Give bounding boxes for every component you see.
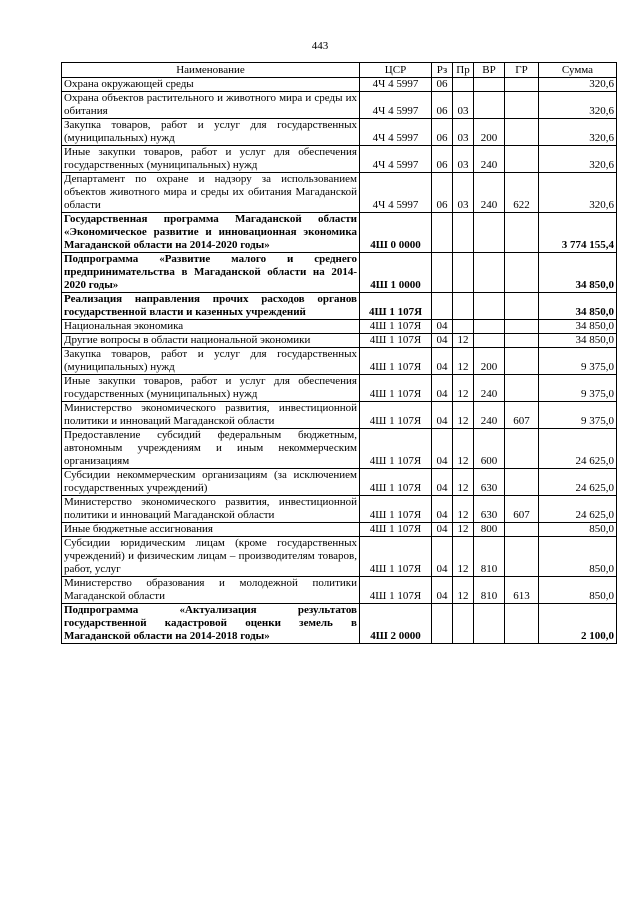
cell-csr: 4Ш 1 107Я	[360, 469, 432, 496]
cell-name: Подпрограмма «Актуализация результатов государственной кадастровой оценки земель в Магаданской области на 2014-2018 годы»	[62, 604, 360, 644]
table-header-row	[62, 63, 617, 78]
cell-rz	[432, 213, 453, 253]
cell-gr	[505, 213, 539, 253]
header-vr: ВР	[474, 63, 505, 78]
cell-csr: 4Ш 1 107Я	[360, 523, 432, 537]
cell-csr: 4Ш 1 107Я	[360, 496, 432, 523]
cell-pr: 12	[453, 469, 474, 496]
table-row	[62, 537, 617, 577]
table-row	[62, 253, 617, 293]
cell-name: Министерство образования и молодежной политики Магаданской области	[62, 577, 360, 604]
cell-name: Субсидии юридическим лицам (кроме государственных учреждений) и физическим лицам – производителям товаров, работ, услуг	[62, 537, 360, 577]
cell-pr	[453, 604, 474, 644]
cell-pr: 03	[453, 173, 474, 213]
cell-csr: 4Ч 4 5997	[360, 78, 432, 92]
cell-csr: 4Ш 0 0000	[360, 213, 432, 253]
header-csr: ЦСР	[360, 63, 432, 78]
table-row	[62, 173, 617, 213]
cell-name: Предоставление субсидий федеральным бюджетным, автономным учреждениям и иным некоммерческим организациям	[62, 429, 360, 469]
cell-gr	[505, 293, 539, 320]
cell-csr: 4Ш 1 107Я	[360, 334, 432, 348]
cell-rz	[432, 293, 453, 320]
cell-rz: 06	[432, 78, 453, 92]
cell-rz: 04	[432, 496, 453, 523]
cell-vr: 240	[474, 402, 505, 429]
table-row	[62, 577, 617, 604]
cell-csr: 4Ш 1 107Я	[360, 348, 432, 375]
cell-gr	[505, 119, 539, 146]
cell-rz: 04	[432, 577, 453, 604]
cell-csr: 4Ш 1 0000	[360, 253, 432, 293]
table-row	[62, 293, 617, 320]
cell-name: Реализация направления прочих расходов органов государственной власти и казенных учреждений	[62, 293, 360, 320]
cell-rz: 04	[432, 348, 453, 375]
table-row	[62, 348, 617, 375]
cell-vr: 810	[474, 537, 505, 577]
cell-sum: 34 850,0	[539, 320, 617, 334]
cell-csr: 4Ч 4 5997	[360, 146, 432, 173]
table-row	[62, 320, 617, 334]
table-row	[62, 119, 617, 146]
cell-name: Закупка товаров, работ и услуг для государственных (муниципальных) нужд	[62, 119, 360, 146]
cell-csr: 4Ш 1 107Я	[360, 375, 432, 402]
cell-vr: 240	[474, 375, 505, 402]
cell-sum: 850,0	[539, 577, 617, 604]
cell-pr: 12	[453, 348, 474, 375]
cell-vr: 810	[474, 577, 505, 604]
cell-vr	[474, 334, 505, 348]
table-row	[62, 429, 617, 469]
cell-pr	[453, 253, 474, 293]
cell-pr: 03	[453, 146, 474, 173]
cell-csr: 4Ш 1 107Я	[360, 577, 432, 604]
cell-sum: 34 850,0	[539, 253, 617, 293]
cell-vr	[474, 92, 505, 119]
table-body	[62, 78, 617, 644]
cell-sum: 34 850,0	[539, 334, 617, 348]
cell-name: Закупка товаров, работ и услуг для государственных (муниципальных) нужд	[62, 348, 360, 375]
cell-gr: 622	[505, 173, 539, 213]
cell-sum: 9 375,0	[539, 348, 617, 375]
table-row	[62, 334, 617, 348]
cell-name: Субсидии некоммерческим организациям (за исключением государственных учреждений)	[62, 469, 360, 496]
cell-rz	[432, 604, 453, 644]
cell-pr: 12	[453, 496, 474, 523]
cell-gr: 613	[505, 577, 539, 604]
cell-csr: 4Ш 1 107Я	[360, 320, 432, 334]
cell-name: Министерство экономического развития, инвестиционной политики и инноваций Магаданской области	[62, 402, 360, 429]
cell-rz: 04	[432, 537, 453, 577]
cell-vr	[474, 604, 505, 644]
cell-sum: 34 850,0	[539, 293, 617, 320]
cell-name: Департамент по охране и надзору за использованием объектов животного мира и среды их обитания Магаданской области	[62, 173, 360, 213]
cell-rz: 06	[432, 146, 453, 173]
cell-pr: 12	[453, 429, 474, 469]
cell-name: Иные бюджетные ассигнования	[62, 523, 360, 537]
cell-sum: 320,6	[539, 92, 617, 119]
cell-vr: 200	[474, 119, 505, 146]
cell-gr: 607	[505, 496, 539, 523]
header-gr: ГР	[505, 63, 539, 78]
cell-pr: 12	[453, 334, 474, 348]
cell-name: Охрана объектов растительного и животного мира и среды их обитания	[62, 92, 360, 119]
cell-sum: 320,6	[539, 173, 617, 213]
cell-gr	[505, 146, 539, 173]
cell-pr: 12	[453, 523, 474, 537]
cell-pr: 12	[453, 537, 474, 577]
cell-sum: 2 100,0	[539, 604, 617, 644]
cell-name: Другие вопросы в области национальной экономики	[62, 334, 360, 348]
cell-vr: 240	[474, 146, 505, 173]
table-row	[62, 146, 617, 173]
header-pr: Пр	[453, 63, 474, 78]
cell-rz	[432, 253, 453, 293]
cell-rz: 04	[432, 320, 453, 334]
cell-rz: 06	[432, 92, 453, 119]
cell-gr	[505, 375, 539, 402]
cell-vr: 240	[474, 173, 505, 213]
cell-sum: 3 774 155,4	[539, 213, 617, 253]
cell-pr: 12	[453, 375, 474, 402]
cell-vr	[474, 213, 505, 253]
cell-gr	[505, 429, 539, 469]
cell-gr	[505, 334, 539, 348]
cell-rz: 04	[432, 469, 453, 496]
cell-csr: 4Ч 4 5997	[360, 119, 432, 146]
cell-gr	[505, 92, 539, 119]
cell-pr: 12	[453, 402, 474, 429]
cell-vr: 200	[474, 348, 505, 375]
cell-sum: 320,6	[539, 119, 617, 146]
table-row	[62, 604, 617, 644]
cell-gr	[505, 469, 539, 496]
cell-gr	[505, 253, 539, 293]
cell-sum: 24 625,0	[539, 496, 617, 523]
cell-gr	[505, 78, 539, 92]
cell-csr: 4Ш 1 107Я	[360, 429, 432, 469]
header-name: Наименование	[62, 63, 360, 78]
table-row	[62, 78, 617, 92]
cell-gr	[505, 537, 539, 577]
cell-name: Иные закупки товаров, работ и услуг для обеспечения государственных (муниципальных) нужд	[62, 375, 360, 402]
cell-vr: 800	[474, 523, 505, 537]
cell-gr	[505, 523, 539, 537]
cell-name: Иные закупки товаров, работ и услуг для обеспечения государственных (муниципальных) нужд	[62, 146, 360, 173]
table-row	[62, 523, 617, 537]
cell-sum: 320,6	[539, 146, 617, 173]
table-row	[62, 496, 617, 523]
cell-sum: 9 375,0	[539, 375, 617, 402]
cell-name: Министерство экономического развития, инвестиционной политики и инноваций Магаданской области	[62, 496, 360, 523]
cell-sum: 850,0	[539, 523, 617, 537]
cell-pr	[453, 78, 474, 92]
header-rz: Рз	[432, 63, 453, 78]
table-row	[62, 469, 617, 496]
cell-csr: 4Ч 4 5997	[360, 173, 432, 213]
table-row	[62, 213, 617, 253]
cell-vr: 600	[474, 429, 505, 469]
cell-vr	[474, 293, 505, 320]
cell-csr: 4Ш 1 107Я	[360, 293, 432, 320]
cell-vr	[474, 78, 505, 92]
cell-rz: 06	[432, 173, 453, 213]
cell-pr	[453, 213, 474, 253]
cell-pr: 03	[453, 92, 474, 119]
cell-vr	[474, 253, 505, 293]
cell-csr: 4Ш 1 107Я	[360, 402, 432, 429]
cell-rz: 04	[432, 375, 453, 402]
cell-csr: 4Ш 1 107Я	[360, 537, 432, 577]
cell-name: Национальная экономика	[62, 320, 360, 334]
cell-pr	[453, 320, 474, 334]
cell-vr	[474, 320, 505, 334]
cell-vr: 630	[474, 496, 505, 523]
cell-name: Подпрограмма «Развитие малого и среднего предпринимательства в Магаданской области на 2014-2020 годы»	[62, 253, 360, 293]
cell-gr	[505, 348, 539, 375]
cell-sum: 320,6	[539, 78, 617, 92]
cell-gr: 607	[505, 402, 539, 429]
cell-sum: 850,0	[539, 537, 617, 577]
cell-rz: 04	[432, 334, 453, 348]
table-row	[62, 402, 617, 429]
cell-rz: 06	[432, 119, 453, 146]
cell-sum: 9 375,0	[539, 402, 617, 429]
header-sum: Сумма	[539, 63, 617, 78]
cell-name: Государственная программа Магаданской области «Экономическое развитие и инновационная экономика Магаданской области на 2014-2020 годы»	[62, 213, 360, 253]
table-row	[62, 375, 617, 402]
cell-gr	[505, 320, 539, 334]
cell-pr: 03	[453, 119, 474, 146]
cell-sum: 24 625,0	[539, 429, 617, 469]
cell-csr: 4Ш 2 0000	[360, 604, 432, 644]
page-number: 443	[311, 40, 329, 52]
table-row	[62, 92, 617, 119]
cell-rz: 04	[432, 523, 453, 537]
cell-rz: 04	[432, 402, 453, 429]
cell-gr	[505, 604, 539, 644]
cell-name: Охрана окружающей среды	[62, 78, 360, 92]
cell-csr: 4Ч 4 5997	[360, 92, 432, 119]
cell-rz: 04	[432, 429, 453, 469]
cell-sum: 24 625,0	[539, 469, 617, 496]
cell-pr: 12	[453, 577, 474, 604]
cell-vr: 630	[474, 469, 505, 496]
budget-table	[61, 62, 617, 644]
cell-pr	[453, 293, 474, 320]
